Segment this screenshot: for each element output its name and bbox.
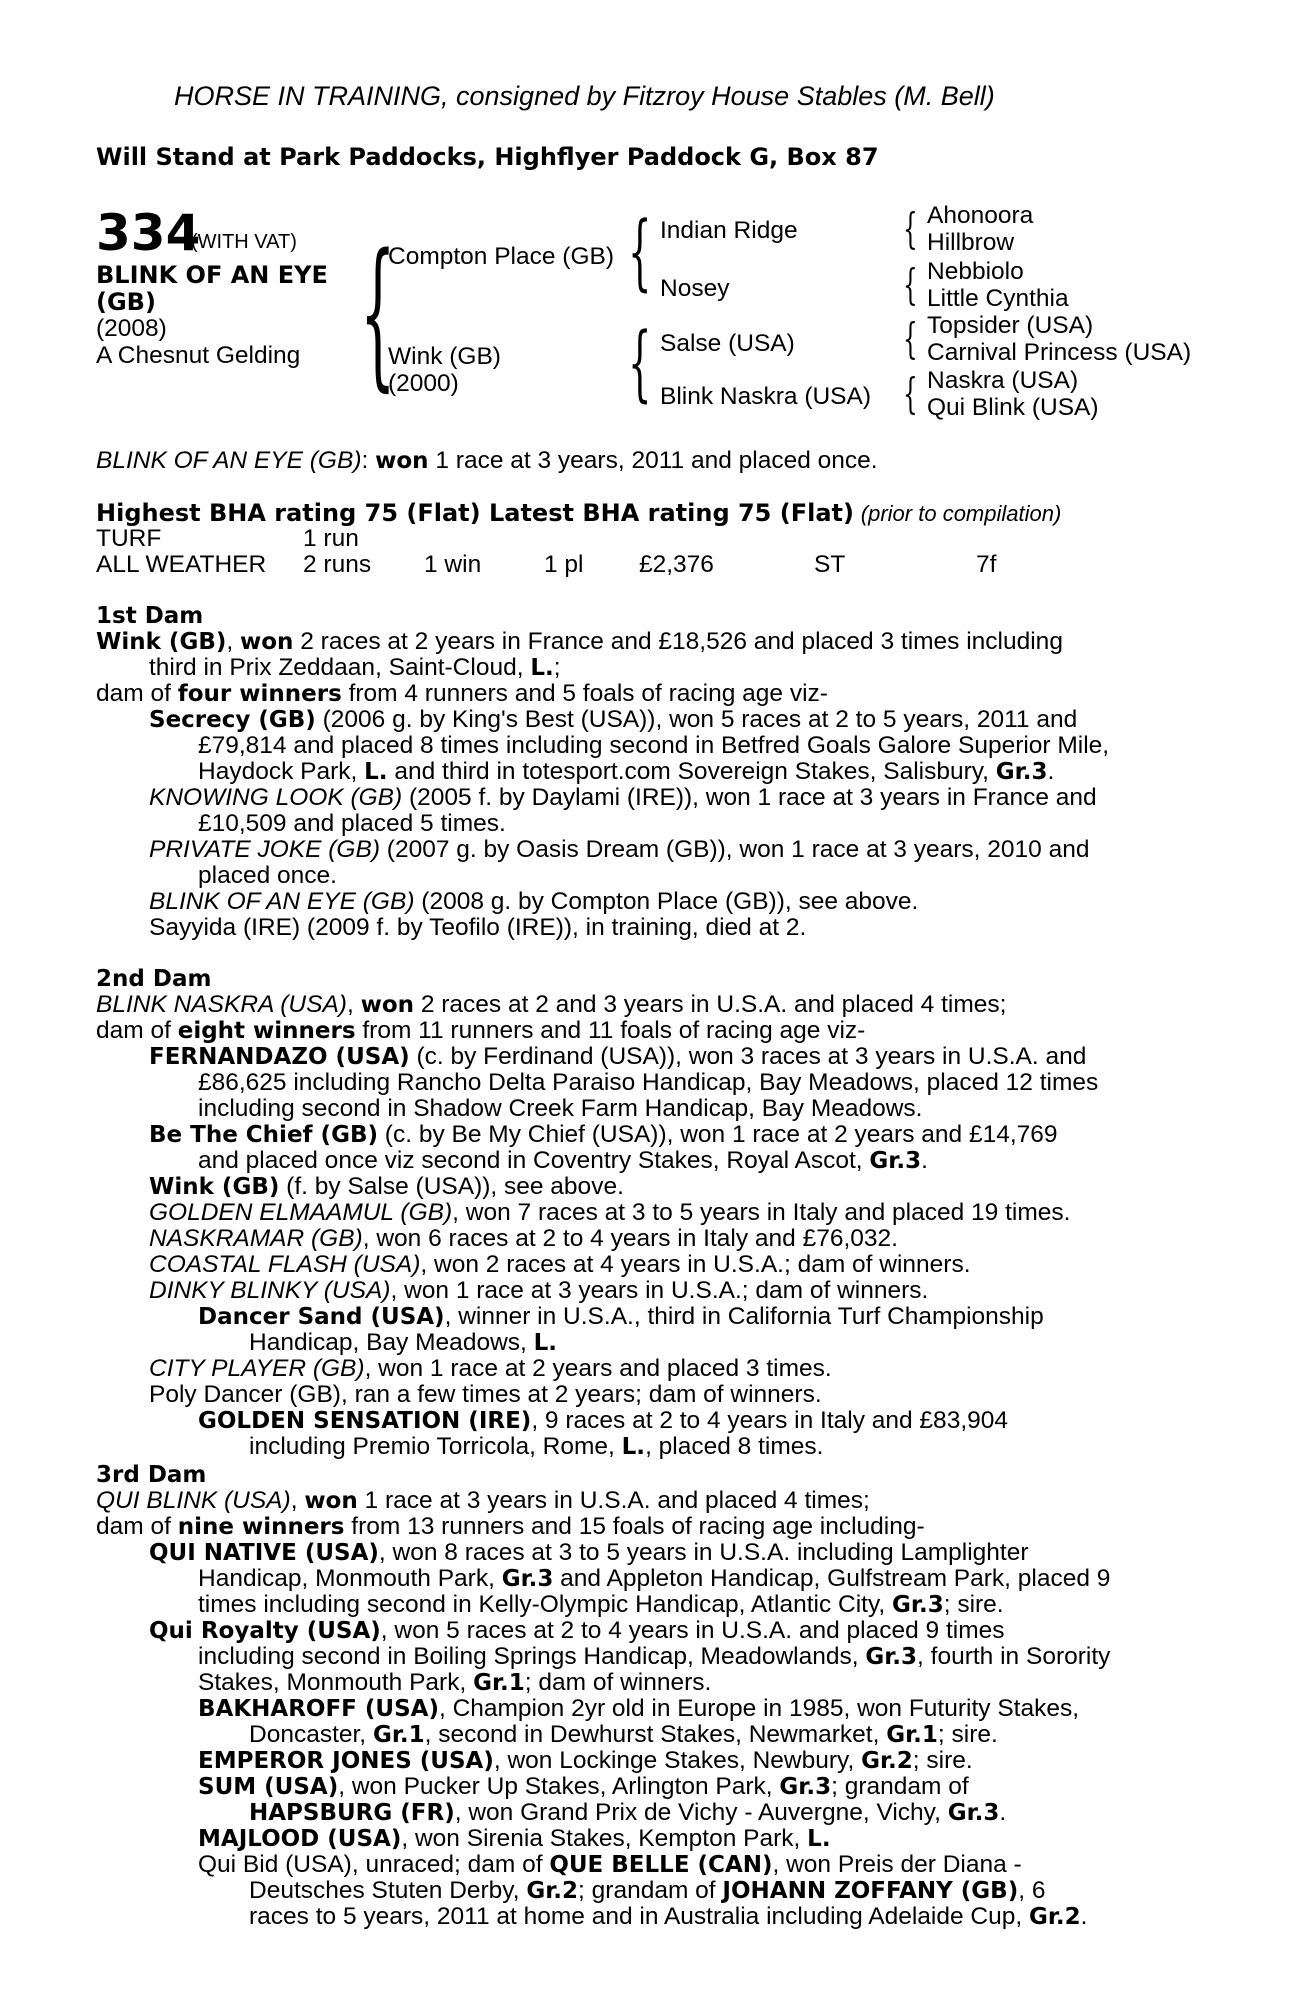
aw-going: ST: [814, 551, 846, 578]
coastal-name: COASTAL FLASH (USA): [149, 1251, 421, 1278]
dam3-winners-count: nine winners: [177, 1514, 345, 1540]
pedigree-dam: Wink (GB): [388, 343, 501, 370]
dam2-name: BLINK NASKRA (USA): [96, 991, 347, 1018]
dam1-line1-text: 2 races at 2 years in France and £18,526 and placed 3 times including: [293, 628, 1063, 655]
bak-text: , Champion 2yr old in Europe in 1985, won Futurity Stakes,: [438, 1695, 1080, 1722]
pedigree-ddd: Qui Blink (USA): [927, 394, 1099, 421]
secrecy-line1: [149, 707, 1202, 733]
knowing-line1: [149, 785, 1202, 811]
listed-label: L.: [530, 655, 554, 681]
pedigree-sds: Nebbiolo: [927, 258, 1024, 285]
dam1-line2-end: ;: [553, 654, 561, 681]
qn-line1: [149, 1540, 1202, 1566]
coastal-text: , won 2 races at 4 years in U.S.A.; dam of winners.: [420, 1251, 971, 1278]
dam1-produce-text: from 4 runners and 5 foals of racing age viz-: [341, 680, 828, 707]
brace-ss: {: [903, 204, 918, 253]
group-label: Gr.3: [779, 1774, 832, 1800]
vat-label: (WITH VAT): [191, 231, 297, 253]
private-line1: [149, 837, 1202, 863]
dam1-name: Wink (GB): [96, 629, 227, 655]
dam1-dam-of: dam of: [96, 680, 178, 707]
private-name: PRIVATE JOKE (GB): [149, 836, 380, 863]
dam1-line2-text: third in Prix Zeddaan, Saint-Cloud,: [149, 654, 531, 681]
poly-line: Poly Dancer (GB), ran a few times at 2 years; dam of winners.: [149, 1381, 822, 1408]
summary-text: 1 race at 3 years, 2011 and placed once.: [428, 447, 878, 474]
dancer-text: , winner in U.S.A., third in California Turf Championship: [444, 1303, 1044, 1330]
quibid-end: , won Preis der Diana -: [772, 1851, 1022, 1878]
fern-line3: including second in Shadow Creek Farm Handicap, Bay Meadows.: [198, 1095, 923, 1122]
group-label: Gr.1: [372, 1722, 425, 1748]
location-line: Will Stand at Park Paddocks, Highflyer Paddock G, Box 87: [96, 143, 879, 171]
qr-line3: [198, 1670, 711, 1696]
lot-year: (2008): [96, 315, 167, 342]
haps-end: .: [999, 1799, 1007, 1826]
dam1-winners-count: four winners: [177, 681, 342, 707]
gs-l2-end: , placed 8 times.: [645, 1433, 824, 1460]
brace-dd: {: [903, 369, 918, 418]
pedigree-sss: Ahonoora: [927, 202, 1034, 229]
golden-name: GOLDEN ELMAAMUL (GB): [149, 1199, 453, 1226]
quibid-line1: [198, 1852, 1202, 1878]
qn-text: , won 8 races at 3 to 5 years in U.S.A. including Lamplighter: [378, 1539, 1029, 1566]
dam2-dam-of: dam of: [96, 1017, 178, 1044]
pedigree-ss: Indian Ridge: [660, 217, 798, 244]
dam2-won: won: [360, 992, 415, 1018]
blink-text: (2008 g. by Compton Place (GB)), see above.: [414, 888, 919, 915]
brace-sire: {: [628, 205, 652, 300]
dam3-name: QUI BLINK (USA): [96, 1487, 291, 1514]
dam3-won: won: [304, 1488, 358, 1514]
group-label: Gr.3: [947, 1800, 1000, 1826]
maj-line: [198, 1826, 831, 1852]
maj-name: MAJLOOD (USA): [198, 1826, 402, 1852]
golden-text: , won 7 races at 3 to 5 years in Italy and placed 19 times.: [452, 1199, 1071, 1226]
summary-name: BLINK OF AN EYE (GB): [96, 447, 362, 474]
group-label: Gr.2: [1028, 1904, 1081, 1930]
wink-name: Wink (GB): [149, 1174, 280, 1200]
qn-l2-end: and Appleton Handicap, Gulfstream Park, placed 9: [553, 1565, 1111, 1592]
group-label: Gr.1: [473, 1670, 525, 1696]
emp-name: EMPEROR JONES (USA): [198, 1748, 494, 1774]
qn-l3-text: times including second in Kelly-Olympic Handicap, Atlantic City,: [198, 1591, 893, 1618]
qr-l2-text: including second in Boiling Springs Handicap, Meadowlands,: [198, 1643, 866, 1670]
dam3-heading: 3rd Dam: [96, 1462, 207, 1488]
sayyida-line: Sayyida (IRE) (2009 f. by Teofilo (IRE)), in training, died at 2.: [149, 914, 807, 941]
sum-line: [198, 1774, 1202, 1800]
city-text: , won 1 race at 2 years and placed 3 times.: [364, 1355, 832, 1382]
quibid-l3-end: .: [1080, 1903, 1088, 1930]
wink-text: (f. by Salse (USA)), see above.: [279, 1173, 624, 1200]
chief-name: Be The Chief (GB): [149, 1122, 378, 1148]
dam2-winners-count: eight winners: [177, 1018, 356, 1044]
qr-name: Qui Royalty (USA): [149, 1618, 381, 1644]
dam2-line1: [96, 992, 1006, 1018]
qr-line2: [198, 1644, 1202, 1670]
listed-label: L.: [364, 759, 388, 785]
qr-text: , won 5 races at 2 to 4 years in U.S.A. and placed 9 times: [380, 1617, 1005, 1644]
secrecy-l3-text2: and third in totesport.com Sovereign Stakes, Salisbury,: [387, 758, 996, 785]
dam2-produce-text: from 11 runners and 11 foals of racing age viz-: [355, 1017, 866, 1044]
group-label: Gr.3: [501, 1566, 554, 1592]
dinky-text: , won 1 race at 3 years in U.S.A.; dam of winners.: [390, 1277, 929, 1304]
group-label: Gr.2: [861, 1748, 913, 1774]
aw-wins: 1 win: [424, 551, 482, 578]
haps-line: [249, 1800, 1006, 1826]
emp-text: , won Lockinge Stakes, Newbury,: [493, 1747, 862, 1774]
gs-name: GOLDEN SENSATION (IRE): [198, 1408, 532, 1434]
bak-name: BAKHAROFF (USA): [198, 1696, 439, 1722]
sum-text: , won Pucker Up Stakes, Arlington Park,: [338, 1773, 780, 1800]
quibid-line2: [249, 1878, 1202, 1904]
qn-line2: [198, 1566, 1202, 1592]
pedigree-ds: Salse (USA): [660, 330, 795, 357]
listed-label: L.: [807, 1826, 831, 1852]
group-label: Gr.3: [865, 1644, 918, 1670]
aw-runs: 2 runs: [303, 551, 372, 578]
rating-note: (prior to compilation): [860, 501, 1062, 526]
brace-ds: {: [903, 314, 918, 363]
group-label: Gr.3: [892, 1592, 944, 1618]
bak-l2-text2: , second in Dewhurst Stakes, Newmarket,: [424, 1721, 887, 1748]
quibid-name: QUE BELLE (CAN): [549, 1852, 773, 1878]
pedigree-dd: Blink Naskra (USA): [660, 383, 872, 410]
secrecy-name: Secrecy (GB): [149, 707, 316, 733]
knowing-text: (2005 f. by Daylami (IRE)), won 1 race at 3 years in France and: [402, 784, 1097, 811]
chief-line1: [149, 1122, 1202, 1148]
sum-end: ; grandam of: [831, 1773, 969, 1800]
group-label: Gr.3: [995, 759, 1048, 785]
lot-description: A Chesnut Gelding: [96, 342, 301, 369]
pedigree-dam-year: (2000): [388, 370, 459, 397]
brace-main: {: [360, 219, 396, 406]
dam2-produce-line: [96, 1018, 865, 1044]
dam2-comma: ,: [346, 991, 361, 1018]
fern-name: FERNANDAZO (USA): [149, 1044, 410, 1070]
gs-line1: [198, 1408, 1202, 1434]
pedigree-sdd: Little Cynthia: [927, 285, 1069, 312]
pedigree-dss: Topsider (USA): [927, 312, 1094, 339]
dinky-line: [149, 1278, 928, 1304]
pedigree-sd: Nosey: [660, 275, 730, 302]
sum-name: SUM (USA): [198, 1774, 339, 1800]
haps-name: HAPSBURG (FR): [249, 1800, 455, 1826]
qr-l3-text: Stakes, Monmouth Park,: [198, 1669, 474, 1696]
knowing-line2: £10,509 and placed 5 times.: [198, 810, 506, 837]
turf-label: TURF: [96, 525, 162, 552]
dam3-comma: ,: [290, 1487, 305, 1514]
knowing-name: KNOWING LOOK (GB): [149, 784, 403, 811]
gs-line2: [249, 1434, 823, 1460]
secrecy-l3-text: Haydock Park,: [198, 758, 365, 785]
aw-distance: 7f: [976, 551, 997, 578]
private-text: (2007 g. by Oasis Dream (GB)), won 1 race at 3 years, 2010 and: [379, 836, 1090, 863]
chief-text: (c. by Be My Chief (USA)), won 1 race at 2 years and £14,769: [378, 1121, 1058, 1148]
quibid-l3-text: races to 5 years, 2011 at home and in Australia including Adelaide Cup,: [249, 1903, 1029, 1930]
secrecy-line2: £79,814 and placed 8 times including second in Betfred Goals Galore Superior Mile,: [198, 732, 1110, 759]
dam1-won: won: [240, 629, 294, 655]
rating-line: [96, 500, 1061, 527]
dancer-l2-text: Handicap, Bay Meadows,: [249, 1329, 534, 1356]
dam1-heading: 1st Dam: [96, 603, 204, 629]
dam3-produce-line: [96, 1514, 925, 1540]
pedigree-dsd: Carnival Princess (USA): [927, 339, 1192, 366]
brace-dam: {: [628, 316, 652, 411]
haps-text: , won Grand Prix de Vichy - Auvergne, Vichy,: [454, 1799, 948, 1826]
city-name: CITY PLAYER (GB): [149, 1355, 365, 1382]
group-label: Gr.3: [869, 1148, 922, 1174]
qr-line1: [149, 1618, 1202, 1644]
dam2-line1-text: 2 races at 2 and 3 years in U.S.A. and placed 4 times;: [414, 991, 1007, 1018]
dam3-dam-of: dam of: [96, 1513, 178, 1540]
bak-line2: [249, 1722, 998, 1748]
dam3-produce-text: from 13 runners and 15 foals of racing age including-: [344, 1513, 925, 1540]
quibid-line3: [249, 1904, 1087, 1930]
quibid-l2-text: Deutsches Stuten Derby,: [249, 1877, 527, 1904]
bak-line1: [198, 1696, 1202, 1722]
chief-l2-text: and placed once viz second in Coventry Stakes, Royal Ascot,: [198, 1147, 870, 1174]
rating-text: Highest BHA rating 75 (Flat) Latest BHA rating 75 (Flat): [96, 499, 854, 527]
golden-line: [149, 1200, 1070, 1226]
chief-l2-end: .: [921, 1147, 928, 1174]
listed-label: L.: [533, 1330, 558, 1356]
secrecy-text: (2006 g. by King's Best (USA)), won 5 races at 2 to 5 years, 2011 and: [315, 706, 1078, 733]
turf-runs: 1 run: [303, 525, 359, 552]
bak-l2-text: Doncaster,: [249, 1721, 373, 1748]
secrecy-line3: [198, 759, 1054, 785]
qn-l2-text: Handicap, Monmouth Park,: [198, 1565, 502, 1592]
wink-line: [149, 1174, 624, 1200]
coastal-line: [149, 1252, 971, 1278]
aw-prize: £2,376: [639, 551, 714, 578]
dinky-name: DINKY BLINKY (USA): [149, 1277, 391, 1304]
pedigree-sire: Compton Place (GB): [388, 243, 615, 270]
chief-line2: [198, 1148, 928, 1174]
qn-name: QUI NATIVE (USA): [149, 1540, 379, 1566]
emp-end: ; sire.: [912, 1747, 973, 1774]
lot-name: BLINK OF AN EYE: [96, 261, 328, 289]
quibid-l2-end: , 6: [1018, 1877, 1046, 1904]
dam1-line2: [149, 655, 561, 681]
fern-line1: [149, 1044, 1202, 1070]
lot-name-country: (GB): [96, 288, 156, 316]
quibid-l2-text2: ; grandam of: [578, 1877, 723, 1904]
page-title: HORSE IN TRAINING, consigned by Fitzroy House Stables (M. Bell): [174, 81, 995, 111]
summary-won: won: [375, 448, 429, 474]
blink-name: BLINK OF AN EYE (GB): [149, 888, 415, 915]
secrecy-l3-end: .: [1047, 758, 1055, 785]
nask-text: , won 6 races at 2 to 4 years in Italy and £76,032.: [362, 1225, 898, 1252]
qr-l2-end: , fourth in Sorority: [917, 1643, 1111, 1670]
lot-number: 334: [96, 204, 201, 262]
blink-line: [149, 889, 918, 915]
group-label: Gr.2: [526, 1878, 579, 1904]
dancer-name: Dancer Sand (USA): [198, 1304, 445, 1330]
brace-sd: {: [903, 260, 918, 309]
quibid-l2-name: JOHANN ZOFFANY (GB): [722, 1878, 1019, 1904]
private-line2: placed once.: [198, 862, 337, 889]
fern-text: (c. by Ferdinand (USA)), won 3 races at 3 years in U.S.A. and: [409, 1043, 1087, 1070]
race-summary: BLINK OF AN EYE (GB): won 1 race at 3 years, 2011 and placed once.: [96, 447, 878, 474]
listed-label: L.: [621, 1434, 646, 1460]
city-line: [149, 1356, 832, 1382]
dam2-heading: 2nd Dam: [96, 966, 212, 992]
maj-text: , won Sirenia Stakes, Kempton Park,: [401, 1825, 808, 1852]
nask-name: NASKRAMAR (GB): [149, 1225, 363, 1252]
qn-line3: [198, 1592, 1004, 1618]
dam1-produce-line: [96, 681, 828, 707]
dam3-line1: [96, 1488, 870, 1514]
pedigree-dds: Naskra (USA): [927, 367, 1079, 394]
quibid-text: Qui Bid (USA), unraced; dam of: [198, 1851, 550, 1878]
gs-l2-text: including Premio Torricola, Rome,: [249, 1433, 622, 1460]
fern-line2: £86,625 including Rancho Delta Paraiso Handicap, Bay Meadows, placed 12 times: [198, 1069, 1099, 1096]
aw-placed: 1 pl: [544, 551, 584, 578]
gs-text: , 9 races at 2 to 4 years in Italy and £83,904: [531, 1407, 1008, 1434]
group-label: Gr.1: [886, 1722, 938, 1748]
dancer-line1: [198, 1304, 1202, 1330]
qn-l3-end: ; sire.: [943, 1591, 1004, 1618]
aw-label: ALL WEATHER: [96, 551, 267, 578]
nask-line: [149, 1226, 898, 1252]
pedigree-ssd: Hillbrow: [927, 229, 1015, 256]
emp-line: [198, 1748, 973, 1774]
dam3-line1-text: 1 race at 3 years in U.S.A. and placed 4 times;: [357, 1487, 870, 1514]
bak-l2-end: ; sire.: [937, 1721, 998, 1748]
dam1-line1: Wink (GB), won 2 races at 2 years in France and £18,526 and placed 3 times including: [96, 628, 1063, 655]
qr-l3-end: ; dam of winners.: [524, 1669, 712, 1696]
dancer-line2: [249, 1330, 557, 1356]
